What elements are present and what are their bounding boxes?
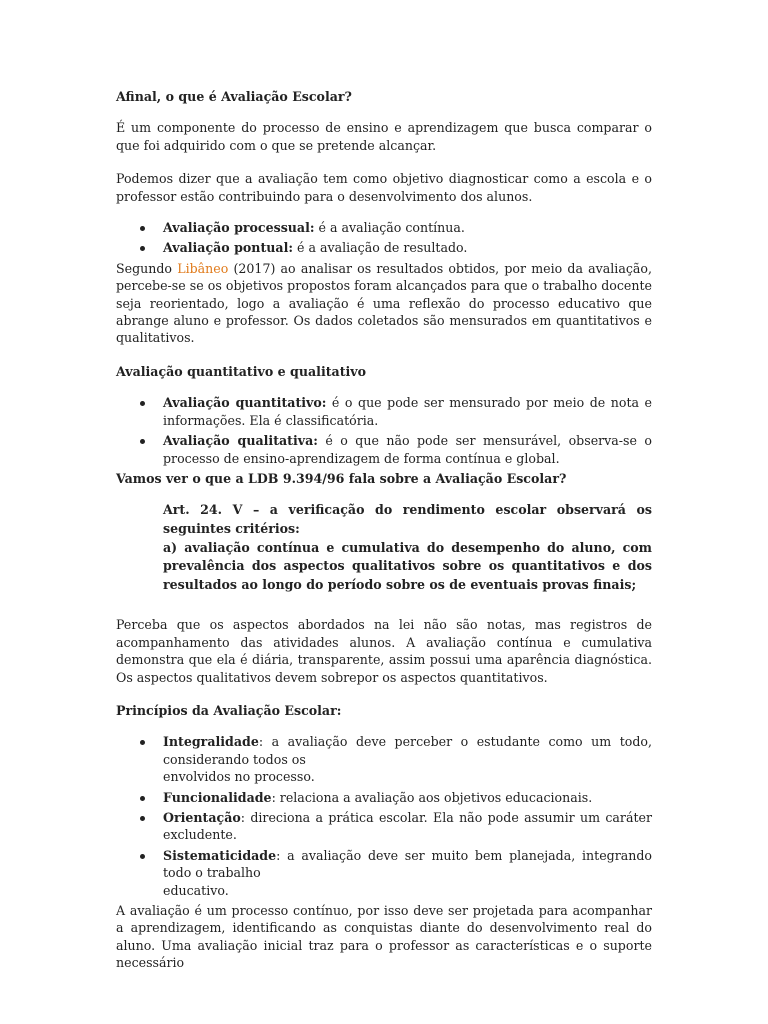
ldb-heading: Vamos ver o que a LDB 9.394/96 fala sobre a Avaliação Escolar? bbox=[116, 470, 567, 486]
libaneo-link[interactable]: Libâneo bbox=[177, 260, 229, 276]
list-item-term: Sistematicidade bbox=[163, 847, 277, 863]
list-item bbox=[116, 733, 652, 785]
list-item-desc: : a avaliação deve ser muito bem planejada, integrando todo o trabalho bbox=[163, 847, 652, 881]
list-item-desc: é o que não pode ser mensurável, observa-se o processo de ensino-aprendizagem de forma contínua e global. bbox=[163, 433, 652, 466]
list-item-term: Avaliação pontual: bbox=[163, 240, 294, 256]
list-item-term: Funcionalidade bbox=[163, 789, 272, 805]
libaneo-before: Segundo bbox=[116, 260, 178, 276]
list-item-desc: : direciona a prática escolar. Ela não pode assumir um caráter excludente. bbox=[163, 809, 652, 843]
quote-line-2: a) avaliação contínua e cumulativa do desempenho do aluno, com prevalência dos aspectos qualitativos sobre os quantitativos e dos resultados ao longo do período sobre os de eventuais provas finais; bbox=[163, 539, 652, 592]
objective-paragraph: Podemos dizer que a avaliação tem como objetivo diagnosticar como a escola e o professor estão contribuindo para o desenvolvimento dos alunos. bbox=[116, 171, 652, 204]
list-item-desc-cont: educativo. bbox=[163, 882, 229, 898]
closing-paragraph: A avaliação é um processo contínuo, por isso deve ser projetada para acompanhar a aprendizagem, identificando as conquistas diante do desenvolvimento real do aluno. Uma avaliação inicial traz para o professor as características e o suporte necessário bbox=[116, 902, 652, 971]
list-item-desc: é o que pode ser mensurado por meio de nota e informações. Ela é classificatória. bbox=[163, 395, 652, 428]
list-item-term: Avaliação processual: bbox=[163, 220, 315, 236]
libaneo-paragraph bbox=[116, 260, 652, 347]
list-item bbox=[116, 809, 652, 844]
document-page bbox=[116, 88, 652, 988]
list-item-term: Orientação bbox=[163, 809, 241, 825]
list-item-term: Avaliação qualitativa: bbox=[163, 433, 318, 449]
list-item bbox=[116, 219, 652, 236]
intro-paragraph: É um componente do processo de ensino e aprendizagem que busca comparar o que foi adquirido com o que se pretende alcançar. bbox=[116, 120, 652, 153]
list-item-desc-cont: envolvidos no processo. bbox=[163, 769, 315, 785]
law-quote bbox=[163, 501, 652, 594]
principles-list bbox=[116, 733, 652, 899]
quote-line-1: Art. 24. V – a verificação do rendimento escolar observará os seguintes critérios: bbox=[163, 502, 652, 536]
list-item-desc: é a avaliação de resultado. bbox=[293, 240, 468, 256]
evaluation-types-list bbox=[116, 219, 652, 257]
principles-heading: Princípios da Avaliação Escolar: bbox=[116, 702, 342, 718]
document-title: Afinal, o que é Avaliação Escolar? bbox=[116, 89, 352, 104]
list-item bbox=[116, 789, 652, 806]
perceba-paragraph: Perceba que os aspectos abordados na lei não são notas, mas registros de acompanhamento das atividades alunos. A avaliação contínua e cumulativa demonstra que ela é diária, transparente, assim possui uma aparência diagnóstica. Os aspectos qualitativos devem sobrepor os aspectos quantitativos. bbox=[116, 617, 652, 685]
qq-list bbox=[116, 394, 652, 467]
qq-heading: Avaliação quantitativo e qualitativo bbox=[116, 363, 367, 379]
list-item bbox=[116, 239, 652, 256]
list-item-desc: é a avaliação contínua. bbox=[314, 220, 465, 236]
libaneo-after: (2017) ao analisar os resultados obtidos, por meio da avaliação, percebe-se se os objetivos propostos foram alcançados para que o trabalho docente seja reorientado, logo a avaliação é uma reflexão do processo educativo que abrange aluno e professor. Os dados coletados são mensurados em quantitativos e qualitativos. bbox=[116, 260, 652, 346]
list-item bbox=[116, 432, 652, 467]
list-item-term: Integralidade bbox=[163, 734, 259, 750]
list-item-desc: : a avaliação deve perceber o estudante como um todo, considerando todos os bbox=[163, 734, 652, 767]
list-item-term: Avaliação quantitativo: bbox=[163, 395, 327, 411]
list-item bbox=[116, 847, 652, 899]
list-item-desc: : relaciona a avaliação aos objetivos educacionais. bbox=[271, 789, 593, 805]
list-item bbox=[116, 394, 652, 429]
